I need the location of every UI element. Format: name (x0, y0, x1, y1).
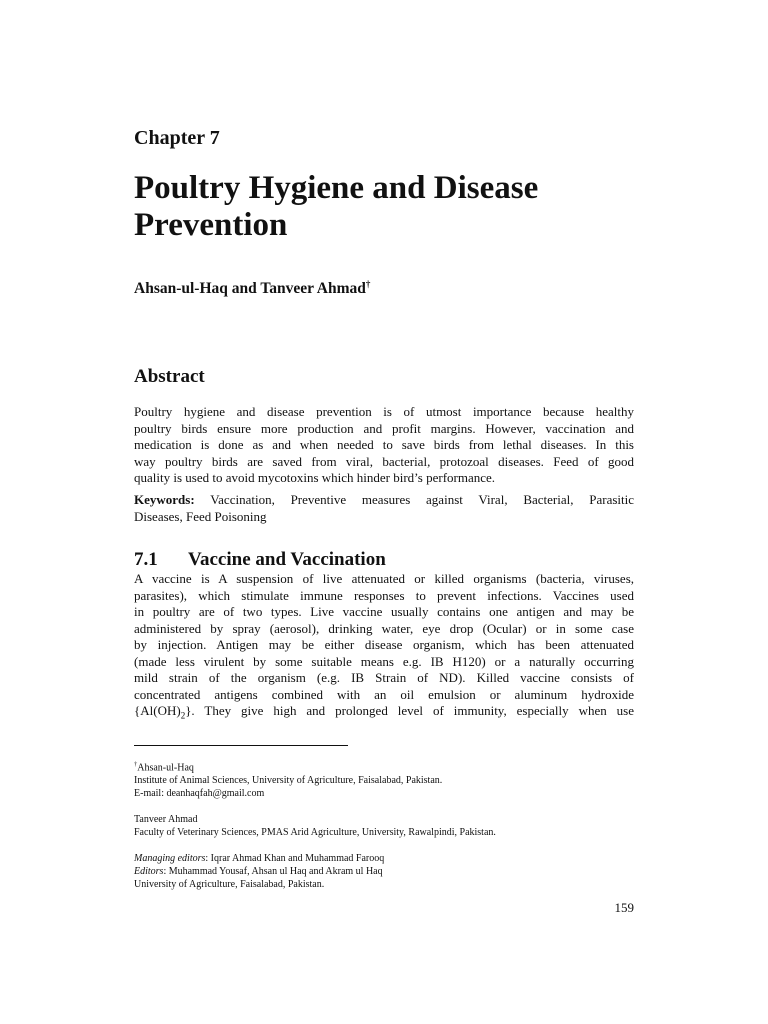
body-line: A vaccine is A suspension of live attenuated or killed organisms (bacteria, viruses, (134, 571, 634, 586)
formula-start: {Al(OH) (134, 703, 181, 718)
abstract-line: quality is used to avoid mycotoxins which hinder bird’s performance. (134, 470, 496, 485)
footnote-author1-name (134, 758, 634, 774)
managing-editors-label: Managing editors (134, 853, 206, 865)
body-line: administered by spray (aerosol), drinking water, eye drop (Ocular) or in some case (134, 620, 634, 636)
body-line: parasites), which stimulate immune responses to prevent infections. Vaccines used (134, 587, 634, 603)
footnote-author1-email: E-mail: deanhaqfah@gmail.com (134, 788, 265, 800)
abstract-paragraph (134, 404, 634, 487)
formula-subscript: 2 (180, 710, 186, 721)
footnote-university: University of Agriculture, Faisalabad, Pakistan. (134, 879, 325, 891)
section-number: 7.1 (134, 549, 158, 570)
keywords-paragraph (134, 492, 634, 525)
body-line-chemical (134, 703, 634, 724)
body-line: mild strain of the organism (e.g. IB Strain of ND). Killed vaccine consists of (134, 670, 634, 685)
footnote-gap (134, 800, 634, 813)
body-line: in poultry are of two types. Live vaccine usually contains one antigen and may be (134, 604, 634, 619)
footnote-author2-affiliation: Faculty of Veterinary Sciences, PMAS Arid Agriculture, University, Rawalpindi, Pakistan. (134, 827, 496, 839)
chapter-title-line-1: Poultry Hygiene and Disease (134, 170, 539, 206)
vaccine-paragraph (134, 571, 634, 724)
chapter-title (134, 170, 654, 244)
footnotes (134, 758, 634, 891)
chapter-title-line-2: Prevention (134, 207, 288, 243)
chapter-label: Chapter 7 (134, 127, 220, 149)
page-number: 159 (614, 900, 634, 915)
body-line: (made less virulent by some suitable means e.g. IB H120) or a naturally occurring (134, 653, 634, 669)
footnote-mark: † (134, 761, 138, 768)
section-title: Vaccine and Vaccination (188, 549, 386, 570)
footnote-editors (134, 865, 634, 878)
abstract-line: way poultry birds are saved from viral, bacterial, protozoal diseases. Feed of good (134, 453, 634, 469)
body-line: concentrated antigens combined with an oil emulsion or aluminum hydroxide (134, 686, 634, 702)
keywords-line-2: Diseases, Feed Poisoning (134, 508, 267, 524)
keywords-line-1 (134, 492, 634, 509)
abstract-line: Poultry hygiene and disease prevention is of utmost importance because healthy (134, 404, 634, 419)
keywords-label: Keywords: (134, 492, 195, 507)
authors-names: Ahsan-ul-Haq and Tanveer Ahmad (134, 280, 366, 298)
keywords-text: Vaccination, Preventive measures against Viral, Bacterial, Parasitic (210, 492, 635, 507)
footnote-managing-editors (134, 852, 634, 865)
footnote-author1-affiliation: Institute of Animal Sciences, University of Agriculture, Faisalabad, Pakistan. (134, 775, 443, 787)
managing-editors-names: : Iqrar Ahmad Khan and Muhammad Farooq (205, 853, 385, 865)
editors-names: : Muhammad Yousaf, Ahsan ul Haq and Akram ul Haq (163, 866, 383, 878)
abstract-heading: Abstract (134, 366, 205, 387)
footnote-divider (134, 745, 348, 746)
formula-rest: }. They give high and prolonged level of immunity, especially when use (185, 703, 634, 718)
authors-line (134, 279, 370, 298)
section-heading-7-1 (134, 549, 386, 571)
body-line: by injection. Antigen may be either disease organism, which has been attenuated (134, 637, 634, 652)
footnote-author1-name-text: Ahsan-ul-Haq (137, 762, 194, 774)
editors-label: Editors (134, 866, 164, 878)
abstract-line: medication is done as and when needed to save birds from lethal diseases. In this (134, 437, 634, 452)
abstract-line: poultry birds ensure more production and profit margins. However, vaccination and (134, 420, 634, 436)
footnote-author2-name: Tanveer Ahmad (134, 814, 198, 826)
footnote-gap (134, 839, 634, 852)
authors-footnote-mark: † (365, 279, 371, 289)
